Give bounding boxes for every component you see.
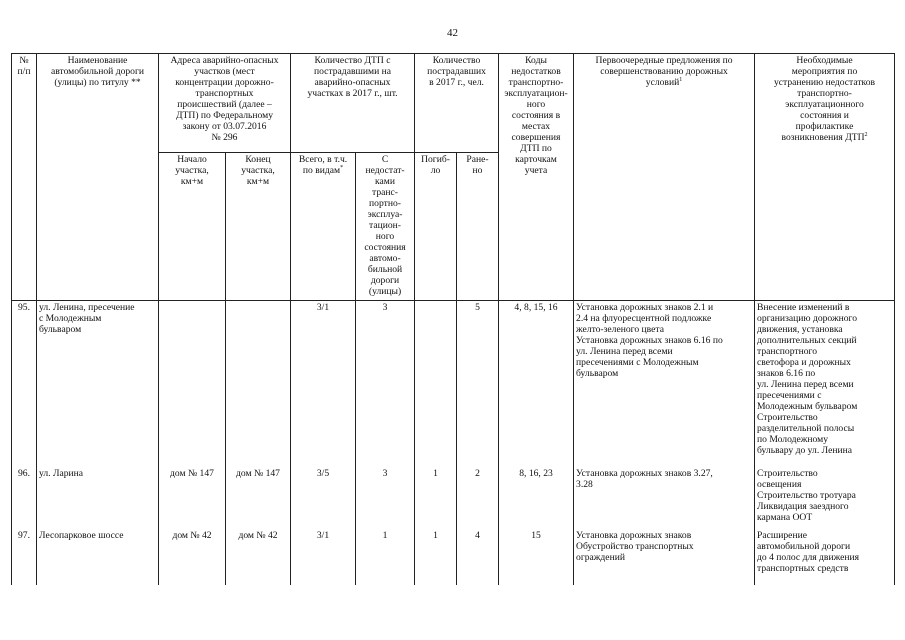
row-injured: 5 [457,301,499,467]
row-road: ул. Ленина, пресечение с Молодежным бульваром [37,301,159,467]
row-codes: 4, 8, 15, 16 [499,301,574,467]
header-dtp-total-mark: * [340,164,344,171]
row-end: дом № 42 [226,529,291,585]
row-killed: 1 [415,529,457,585]
header-address: Адреса аварийно-опасных участков (мест концентрации дорожно- транспортных происшествий (далее – ДТП) по Федеральному закону от 03.07.2016 № 296 [159,54,291,153]
row-end [226,301,291,467]
header-victims: Количество пострадавших в 2017 г., чел. [415,54,499,153]
row-deficiency: 3 [356,467,415,529]
header-road-mark: ** [131,77,141,89]
row-codes: 8, 16, 23 [499,467,574,529]
header-dtp-total-text: Всего, в т.ч. по видам [298,154,348,177]
header-measures-mark: 2 [864,132,868,139]
row-total: 3/5 [291,467,356,529]
header-dtp-total [291,153,356,301]
row-measures: Расширение автомобильной дороги до 4 полос для движения транспортных средств [755,529,895,585]
header-proposals [574,54,755,301]
row-num: 95. [12,301,37,467]
row-injured: 4 [457,529,499,585]
page-number: 42 [447,27,458,39]
row-proposals: Установка дорожных знаков 2.1 и 2.4 на флуоресцентной подложке желто-зеленого цвета Установка дорожных знаков 6.16 по ул. Ленина перед всеми пресечениями с Молодежным бульваром [574,301,755,467]
row-road: Лесопарковое шоссе [37,529,159,585]
row-road: ул. Ларина [37,467,159,529]
row-proposals: Установка дорожных знаков 3.27, 3.28 [574,467,755,529]
row-injured: 2 [457,467,499,529]
row-total: 3/1 [291,301,356,467]
header-proposals-text: Первоочередные предложения по совершенствованию дорожных условий [595,55,733,89]
header-measures-text: Необходимые мероприятия по устранению недостатков транспортно- эксплуатационного состояния и профилактике возникновения ДТП [773,55,876,144]
row-measures: Внесение изменений в организацию дорожного движения, установка дополнительных секций транспортного светофора и дорожных знаков 6.16 по ул. Ленина перед всеми пресечениями с Молодежным бульваром Строительство разделительной полосы по Молодежному бульвару до ул. Ленина [755,301,895,467]
row-start: дом № 42 [159,529,226,585]
row-start [159,301,226,467]
header-address-end: Конец участка, км+м [226,153,291,301]
accident-sites-table [11,53,895,585]
table-row [12,467,895,529]
row-end: дом № 147 [226,467,291,529]
header-road-text: Наименование автомобильной дороги (улицы) по титулу [50,55,145,89]
header-codes: Коды недостатков транспортно- эксплуатацион- ного состояния в местах совершения ДТП по карточкам учета [499,54,574,301]
header-victims-killed: Погиб- ло [415,153,457,301]
row-deficiency: 1 [356,529,415,585]
row-measures: Строительство освещения Строительство тротуара Ликвидация заездного кармана ООТ [755,467,895,529]
header-victims-injured: Ране- но [457,153,499,301]
row-killed [415,301,457,467]
header-proposals-mark: 1 [679,76,683,83]
row-proposals: Установка дорожных знаков Обустройство транспортных ограждений [574,529,755,585]
row-start: дом № 147 [159,467,226,529]
row-killed: 1 [415,467,457,529]
row-codes: 15 [499,529,574,585]
table-row [12,529,895,585]
header-address-start: Начало участка, км+м [159,153,226,301]
header-measures [755,54,895,301]
row-num: 97. [12,529,37,585]
row-deficiency: 3 [356,301,415,467]
header-dtp-count: Количество ДТП с пострадавшими на аварийно-опасных участках в 2017 г., шт. [291,54,415,153]
table-row [12,301,895,467]
row-num: 96. [12,467,37,529]
row-total: 3/1 [291,529,356,585]
header-road [37,54,159,301]
header-row-top [12,54,895,153]
header-dtp-deficiency: С недостат- ками транс- портно- эксплуа- тацион- ного состояния автомо- бильной дороги (улицы) [356,153,415,301]
header-num: № п/п [12,54,37,301]
